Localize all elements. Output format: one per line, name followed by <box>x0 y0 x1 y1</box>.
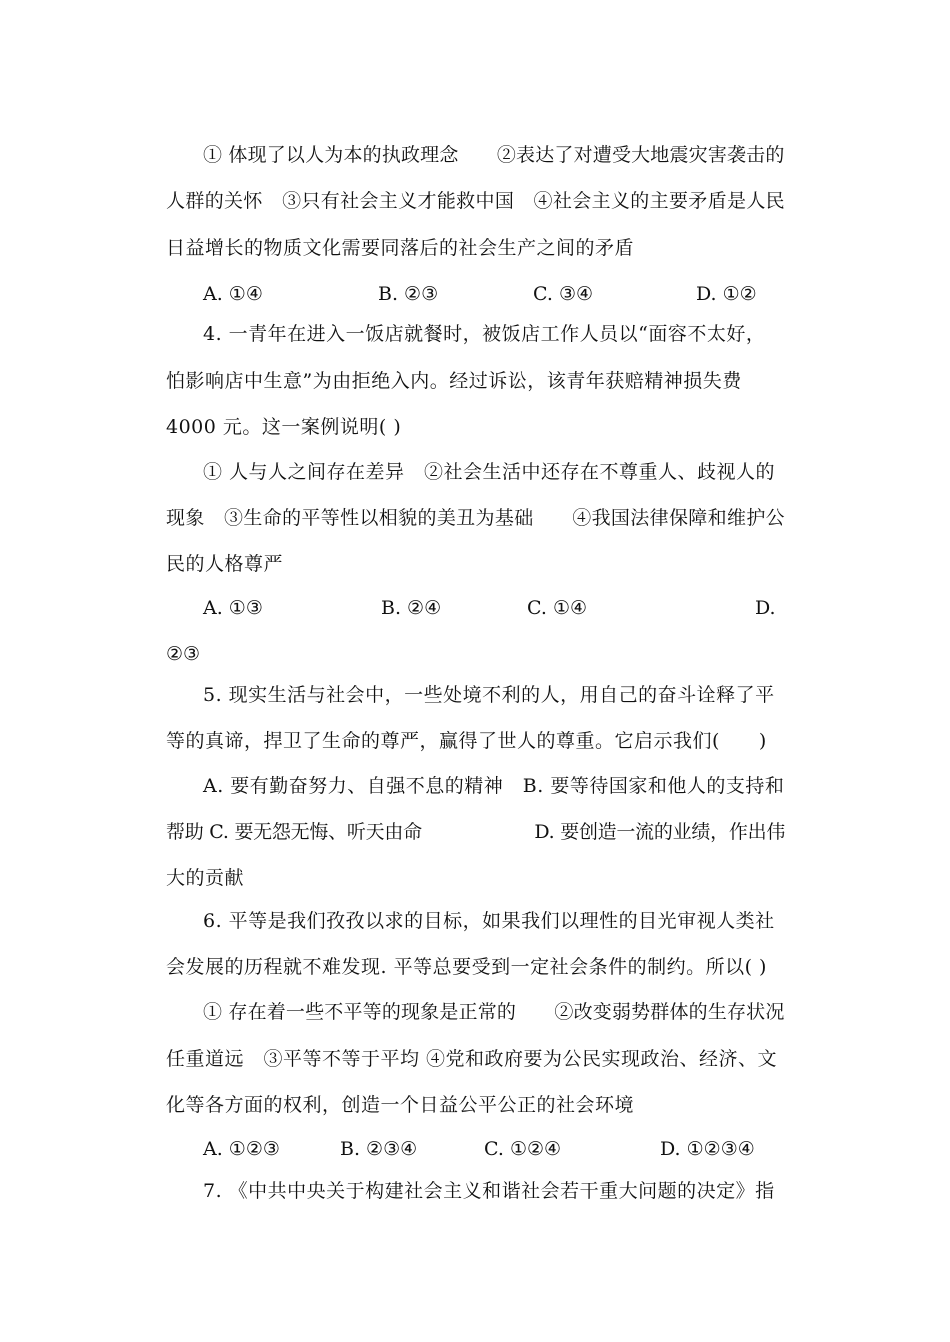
q4-stem-line-1: 4. 一青年在进入一饭店就餐时，被饭店工作人员以“面容不太好， <box>203 323 766 345</box>
q5-stem-line-2: 等的真谛，捍卫了生命的尊严，赢得了世人的尊重。它启示我们( ) <box>166 730 767 752</box>
q3-stem-line-1: ① 体现了以人为本的执政理念 ②表达了对遭受大地震灾害袭击的 <box>203 144 785 166</box>
q3-stem-line-2: 人群的关怀 ③只有社会主义才能救中国 ④社会主义的主要矛盾是人民 <box>166 190 786 212</box>
q3-option-c: C. ③④ <box>533 283 594 305</box>
q6-stem-line-5: 化等各方面的权利，创造一个日益公平公正的社会环境 <box>166 1094 635 1116</box>
q4-stem-line-6: 民的人格尊严 <box>166 553 284 575</box>
q4-option-d-value: ②③ <box>166 643 201 665</box>
q4-option-b: B. ②④ <box>381 597 442 619</box>
q5-options-line-1: A. 要有勤奋努力、自强不息的精神 B. 要等待国家和他人的支持和 <box>203 775 785 797</box>
q6-option-d: D. ①②③④ <box>660 1138 755 1160</box>
q4-stem-line-2: 怕影响店中生意”为由拒绝入内。经过诉讼，该青年获赔精神损失费 <box>166 370 742 392</box>
q4-stem-line-5: 现象 ③生命的平等性以相貌的美丑为基础 ④我国法律保障和维护公 <box>166 507 786 529</box>
q4-option-c: C. ①④ <box>527 597 588 619</box>
q3-option-b: B. ②③ <box>378 283 439 305</box>
q6-stem-line-2: 会发展的历程就不难发现. 平等总要受到一定社会条件的制约。所以( ) <box>166 956 767 978</box>
q3-stem-line-3: 日益增长的物质文化需要同落后的社会生产之间的矛盾 <box>166 237 635 259</box>
q3-option-d: D. ①② <box>696 283 757 305</box>
q6-stem-line-1: 6. 平等是我们孜孜以求的目标，如果我们以理性的目光审视人类社 <box>203 910 775 932</box>
q6-option-c: C. ①②④ <box>484 1138 562 1160</box>
q7-stem-line-1: 7. 《中共中央关于构建社会主义和谐社会若干重大问题的决定》指 <box>203 1180 775 1202</box>
q5-stem-line-1: 5. 现实生活与社会中，一些处境不利的人，用自己的奋斗诠释了平 <box>203 684 775 706</box>
q3-option-a: A. ①④ <box>203 283 263 305</box>
q6-option-b: B. ②③④ <box>340 1138 418 1160</box>
q4-option-a: A. ①③ <box>203 597 263 619</box>
q4-stem-line-4: ① 人与人之间存在差异 ②社会生活中还存在不尊重人、歧视人的 <box>203 461 776 483</box>
q4-stem-line-3: 4000 元。这一案例说明( ) <box>166 416 402 438</box>
q5-options-line-2: 帮助 C. 要无怨无悔、听天由命 D. 要创造一流的业绩，作出伟 <box>166 821 786 843</box>
q6-stem-line-4: 任重道远 ③平等不等于平均 ④党和政府要为公民实现政治、经济、文 <box>166 1048 778 1070</box>
q6-option-a: A. ①②③ <box>203 1138 280 1160</box>
q4-option-d: D. <box>755 597 776 619</box>
q6-stem-line-3: ① 存在着一些不平等的现象是正常的 ②改变弱势群体的生存状况 <box>203 1001 785 1023</box>
q5-options-line-3: 大的贡献 <box>166 867 245 889</box>
